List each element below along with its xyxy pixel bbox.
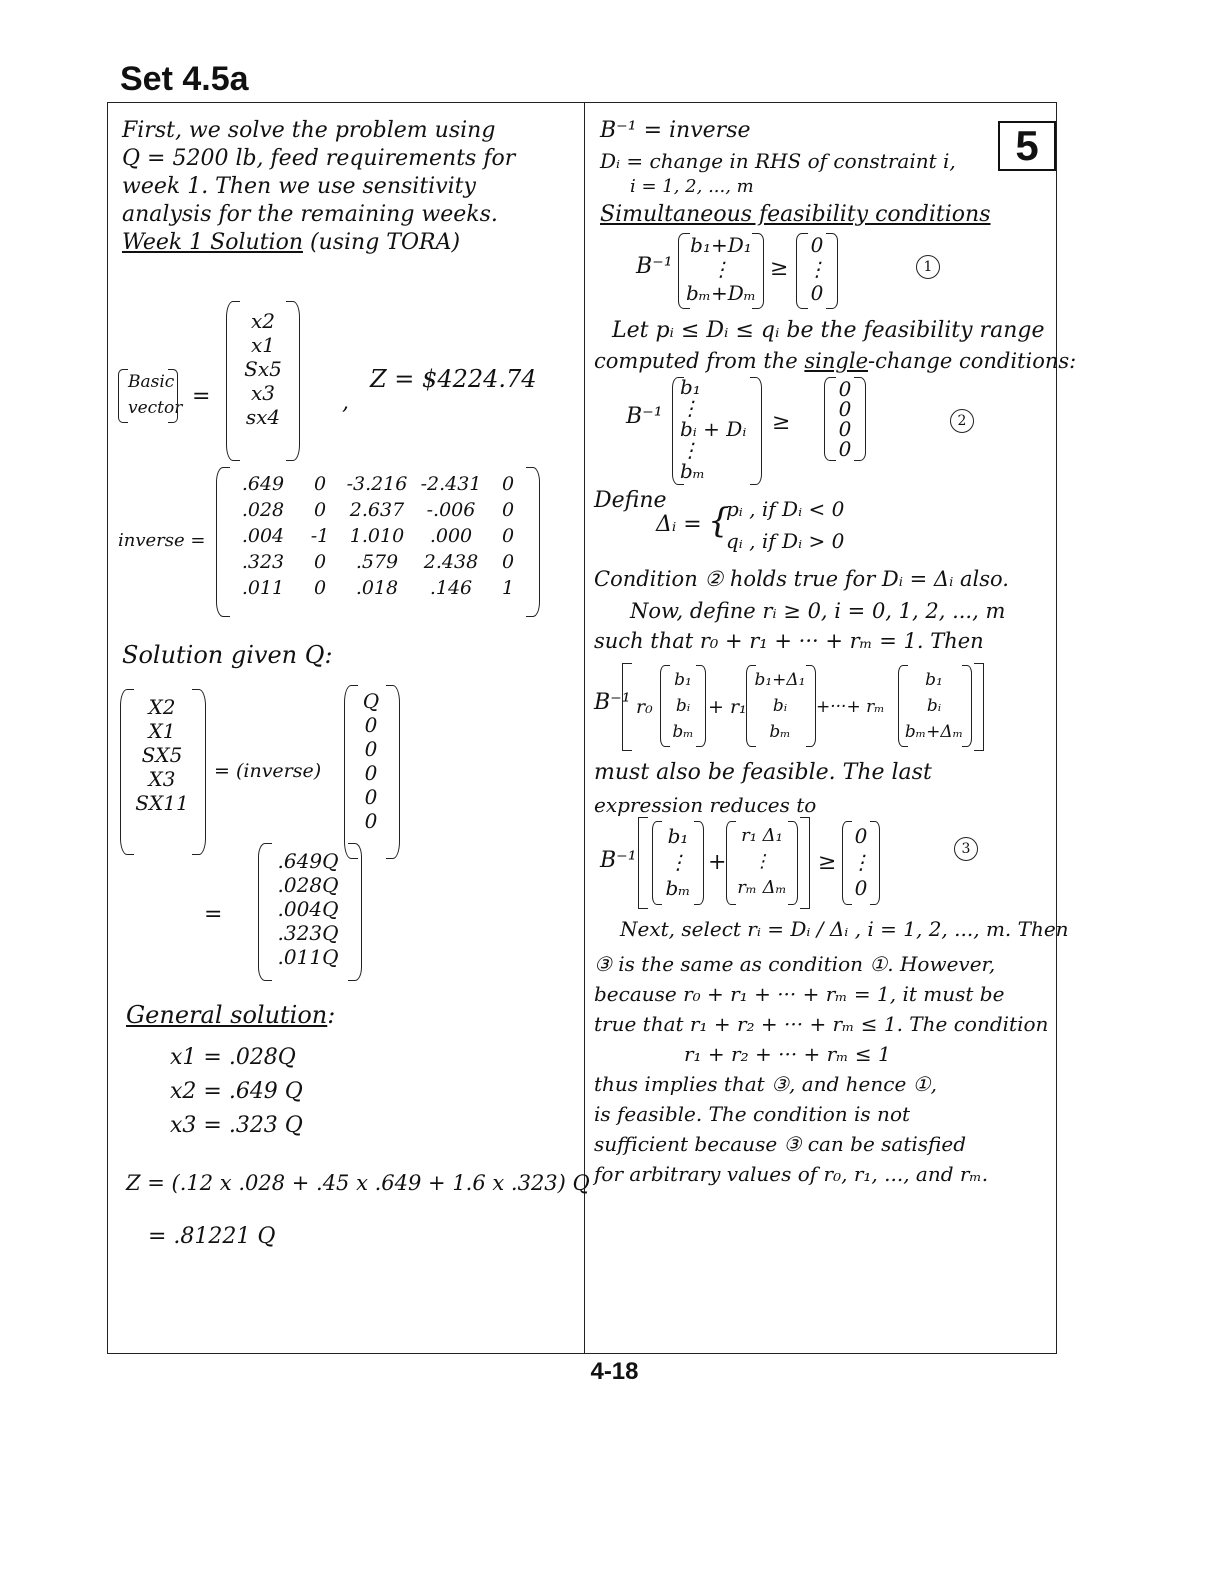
vector-entry: bₘ [769, 722, 791, 742]
vector-entry: Sx5 [244, 357, 282, 381]
right-paren [168, 369, 178, 423]
equals-inverse [214, 757, 321, 785]
tail-text [594, 949, 1048, 1189]
vector-entry: b₁ [680, 375, 701, 399]
zero-vector [806, 233, 828, 305]
matrix-cell: .028 [241, 499, 285, 521]
vector-entry: 0 [810, 281, 824, 305]
tail-line: sufficient because ③ can be satisfied [594, 1132, 967, 1156]
geq-sign: ≥ [818, 850, 837, 875]
week1-heading-suffix: (using TORA) [302, 230, 461, 255]
right-paren [826, 233, 838, 309]
worksheet-frame [107, 102, 1077, 1354]
matrix-row [226, 549, 528, 575]
matrix-cell: 0 [313, 551, 327, 573]
r0-coef: r₀ [636, 696, 653, 718]
delta-lhs: Δᵢ = [656, 512, 702, 537]
geq-sign: ≥ [772, 410, 791, 435]
tail-line: r₁ + r₂ + ··· + rₘ ≤ 1 [684, 1042, 891, 1066]
vector-entry: bₘ [665, 876, 691, 900]
week1-heading-underlined: Week 1 Solution [122, 230, 303, 255]
marker-circle: 3 [954, 837, 978, 861]
tail-line: true that r₁ + r₂ + ··· + rₘ ≤ 1. The condition [594, 1012, 1049, 1036]
matrix-cell: 1 [501, 577, 515, 599]
basic-label-text [128, 369, 183, 421]
matrix-cell: .011 [241, 577, 285, 599]
let-line: Let pᵢ ≤ Dᵢ ≤ qᵢ be the feasibility range [612, 318, 1045, 343]
vector-entry: b₁+Δ₁ [754, 670, 806, 690]
matrix-row [226, 575, 528, 601]
vector-entry: x2 [250, 309, 275, 333]
geq-sign: ≥ [770, 256, 789, 281]
eq1-vector [685, 233, 757, 305]
let-line-2 [594, 347, 1076, 375]
tail-line: because r₀ + r₁ + ··· + rₘ = 1, it must be [594, 982, 1005, 1006]
tail-line: for arbitrary values of r₀, r₁, ..., and rₘ. [594, 1162, 989, 1186]
intro-line: analysis for the remaining weeks. [122, 202, 498, 227]
equals-sign: = [204, 902, 223, 927]
tail-line: ③ is the same as condition ①. However, [594, 952, 996, 976]
vector-entry: 0 [364, 737, 378, 761]
right-paren [526, 467, 540, 617]
matrix-row [226, 497, 528, 523]
vector-entry: 0 [364, 713, 378, 737]
zero-vector [850, 823, 872, 901]
condition-line: Condition ② holds true for Dᵢ = Δᵢ also. [594, 567, 1009, 591]
right-paren [192, 689, 206, 855]
page-badge: 5 [998, 121, 1056, 171]
right-paren [854, 377, 866, 461]
vector-entry: bᵢ [926, 696, 942, 716]
marker-circle: 2 [950, 409, 974, 433]
must-line: must also be feasible. The last [594, 760, 932, 785]
vector-entry: bₘ+Dₘ [685, 281, 757, 305]
result-vector [268, 849, 348, 969]
matrix-cell: .004 [241, 525, 285, 547]
zero-vector [834, 379, 856, 459]
such-line: such that r₀ + r₁ + ··· + rₘ = 1. Then [594, 629, 984, 653]
d-range: i = 1, 2, ..., m [630, 176, 754, 197]
matrix-cell: 2.438 [423, 551, 479, 573]
vector-entry: rₘ Δₘ [737, 877, 787, 898]
page-number: 4-18 [590, 1358, 639, 1385]
basic-label-top: Basic [128, 372, 175, 392]
vector-entry: 0 [854, 824, 868, 848]
matrix-cell: 0 [501, 525, 515, 547]
right-paren [752, 233, 764, 309]
left-bracket [622, 663, 632, 751]
matrix-cell: .000 [429, 525, 473, 547]
big-vector-c [904, 667, 964, 745]
matrix-cell: .146 [429, 577, 473, 599]
vector-entry: bₘ [680, 459, 706, 483]
basic-vector [238, 309, 288, 429]
inverse-label: inverse = [118, 530, 206, 551]
rm-coef: +···+ rₘ [816, 697, 885, 717]
matrix-cell: 0 [313, 577, 327, 599]
d-def: Dᵢ = change in RHS of constraint i, [600, 149, 956, 173]
intro-line: First, we solve the problem using [122, 118, 496, 143]
rhs-vector [356, 689, 386, 833]
vector-entry: ⋮ [711, 257, 731, 281]
solution-vector [132, 695, 192, 815]
vector-entry: Q [362, 689, 380, 713]
right-bracket [800, 817, 810, 909]
single-underlined: single [804, 349, 868, 373]
vector-entry: ⋮ [680, 396, 700, 420]
vector-entry: SX11 [135, 791, 189, 815]
general-line: x2 = .649 Q [170, 1079, 303, 1104]
matrix-cell: .649 [241, 473, 285, 495]
objective-result: = .81221 Q [148, 1224, 276, 1249]
vector-entry: ⋮ [753, 851, 771, 872]
vector-entry: sx4 [245, 405, 281, 429]
right-paren [870, 821, 880, 905]
matrix-cell: -3.216 [346, 473, 408, 495]
vector-entry: bₘ [672, 722, 694, 742]
plus-sign: + [708, 850, 727, 875]
vector-entry: 0 [364, 809, 378, 833]
vector-entry: .323Q [277, 921, 339, 945]
vector-entry: 0 [838, 377, 852, 401]
text-part: computed from the [594, 349, 805, 373]
vector-entry: ⋮ [668, 850, 688, 874]
vector-entry: 0 [838, 417, 852, 441]
right-paren [788, 821, 798, 905]
inverse-matrix [226, 471, 528, 601]
brace: { [708, 501, 730, 541]
left-paren [118, 369, 128, 423]
single-change-vector [680, 377, 752, 482]
intro-line: week 1. Then we use sensitivity [122, 174, 476, 199]
b-inverse-def: B⁻¹ = inverse [600, 118, 751, 143]
now-line: Now, define rᵢ ≥ 0, i = 0, 1, 2, ..., m [630, 599, 1006, 623]
right-bracket [974, 663, 984, 751]
inverse-word: (inverse) [235, 760, 322, 782]
matrix-cell: 0 [313, 473, 327, 495]
vector-entry: b₁+D₁ [690, 233, 752, 257]
objective-formula: Z = (.12 x .028 + .45 x .649 + 1.6 x .323) Q [126, 1171, 590, 1195]
vector-entry: .028Q [277, 873, 339, 897]
vector-entry: SX5 [141, 743, 183, 767]
matrix-cell: -.006 [426, 499, 476, 521]
vector-entry: .011Q [277, 945, 339, 969]
objective-value: Z = $4224.74 [370, 365, 537, 393]
matrix-cell: -1 [310, 525, 330, 547]
comma: , [342, 390, 349, 415]
matrix-row [226, 471, 528, 497]
intro-text [122, 117, 515, 257]
vector-entry: b₁ [667, 824, 689, 848]
b-inverse-symbol: B⁻¹ [626, 404, 663, 429]
intro-line: Q = 5200 lb, feed requirements for [122, 146, 516, 171]
big-vector-b [752, 667, 808, 745]
general-line: x1 = .028Q [170, 1045, 296, 1070]
vector-entry: 0 [838, 437, 852, 461]
vector-entry: 0 [810, 233, 824, 257]
vector-entry: b₁ [925, 670, 943, 690]
vector-entry: 0 [364, 785, 378, 809]
equation-marker-2 [950, 409, 974, 433]
right-paren [962, 665, 972, 747]
section-title: Set 4.5a [120, 60, 249, 98]
right-paren [696, 665, 706, 747]
right-paren [348, 843, 362, 981]
eq3-vector-b [660, 823, 696, 901]
tail-line: thus implies that ③, and hence ①, [594, 1072, 937, 1096]
basic-vector-label [118, 369, 183, 423]
matrix-cell: .579 [355, 551, 399, 573]
equals-sign: = [214, 760, 230, 782]
general-heading-underlined: General solution [126, 1001, 328, 1029]
matrix-cell: .018 [355, 577, 399, 599]
column-divider [584, 103, 585, 1353]
equation-marker-3 [954, 837, 978, 861]
vector-entry: 0 [364, 761, 378, 785]
right-paren [694, 821, 704, 905]
eq3-vector-r [734, 823, 790, 901]
vector-entry: .004Q [277, 897, 339, 921]
b-inverse-symbol: B⁻¹ [636, 254, 673, 279]
vector-entry: ⋮ [680, 438, 700, 462]
vector-entry: bᵢ + Dᵢ [680, 417, 747, 441]
matrix-cell: 0 [501, 551, 515, 573]
delta-case-2: qᵢ , if Dᵢ > 0 [726, 529, 845, 553]
equation-marker-1 [916, 255, 940, 279]
right-paren [386, 685, 400, 859]
week1-heading [122, 229, 515, 257]
basic-label-bottom: vector [128, 398, 183, 418]
matrix-cell: .323 [241, 551, 285, 573]
general-heading [126, 1001, 335, 1029]
vector-entry: x3 [250, 381, 275, 405]
general-solution [170, 1041, 303, 1143]
right-paren [750, 377, 762, 485]
matrix-row [226, 523, 528, 549]
vector-entry: .649Q [277, 849, 339, 873]
vector-entry: X3 [148, 767, 176, 791]
vector-entry: bₘ+Δₘ [904, 722, 964, 742]
vector-entry: bᵢ [675, 696, 691, 716]
r1-coef: + r₁ [708, 696, 747, 718]
vector-entry: 0 [854, 876, 868, 900]
matrix-cell: -2.431 [420, 473, 482, 495]
matrix-cell: 0 [313, 499, 327, 521]
matrix-cell: 0 [501, 473, 515, 495]
simultaneous-heading: Simultaneous feasibility conditions [600, 202, 991, 227]
vector-entry: 0 [838, 397, 852, 421]
vector-entry: ⋮ [807, 257, 827, 281]
define-word: Define [594, 488, 667, 513]
right-paren [286, 301, 300, 461]
vector-entry: bᵢ [772, 696, 788, 716]
vector-entry: x1 [250, 333, 275, 357]
general-heading-colon: : [327, 1001, 336, 1029]
vector-entry: r₁ Δ₁ [741, 825, 783, 846]
vector-entry: b₁ [674, 670, 692, 690]
solution-heading: Solution given Q: [122, 641, 333, 669]
marker-circle: 1 [916, 255, 940, 279]
delta-case-1: pᵢ , if Dᵢ < 0 [726, 497, 845, 521]
matrix-cell: 0 [501, 499, 515, 521]
vector-entry: ⋮ [851, 850, 871, 874]
tail-line: is feasible. The condition is not [594, 1102, 911, 1126]
matrix-cell: 1.010 [349, 525, 405, 547]
b-inverse-symbol: B⁻¹ [600, 848, 637, 873]
text-part: -change conditions: [868, 349, 1077, 373]
right-paren [806, 665, 816, 747]
equals-sign: = [192, 384, 211, 409]
left-bracket [638, 817, 648, 909]
b-inverse-symbol: B⁻¹ [594, 690, 631, 715]
vector-entry: X2 [148, 695, 176, 719]
expression-line: expression reduces to [594, 793, 817, 817]
general-line: x3 = .323 Q [170, 1113, 303, 1138]
big-vector-a [668, 667, 698, 745]
next-line: Next, select rᵢ = Dᵢ / Δᵢ , i = 1, 2, ..., m. Then [620, 917, 1069, 941]
vector-entry: X1 [148, 719, 176, 743]
matrix-cell: 2.637 [349, 499, 405, 521]
